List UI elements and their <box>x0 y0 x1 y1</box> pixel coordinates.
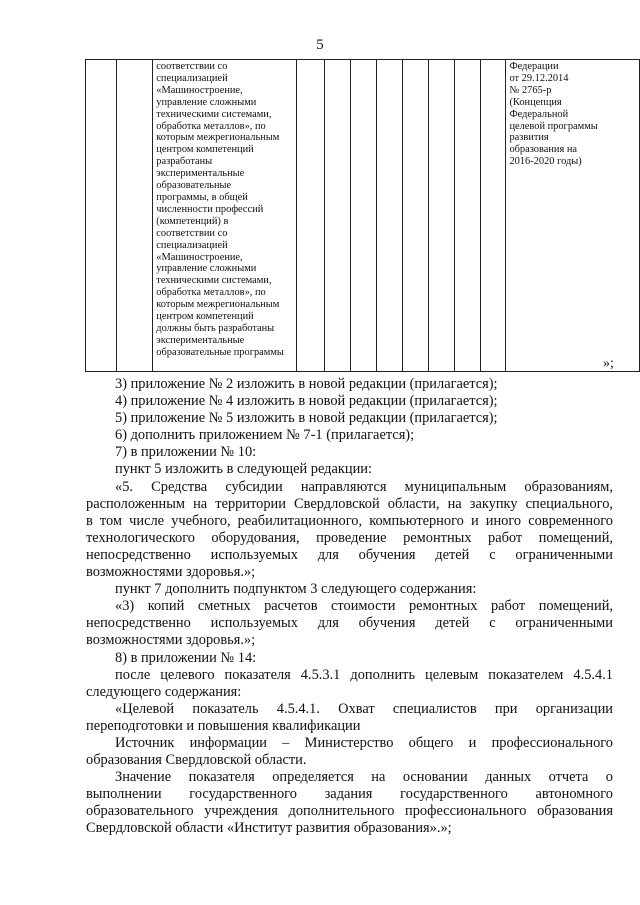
paragraph-line: непосредственно используемых для обучения детей с ограниченными <box>86 615 613 632</box>
table-cell-value <box>324 60 350 372</box>
paragraph-line: «5. Средства субсидии направляются муниципальным образованиям, <box>115 478 613 495</box>
cell-line: центром компетенций <box>156 144 254 156</box>
paragraph-line: следующего содержания: <box>86 683 242 700</box>
paragraph-line: Источник информации – Министерство общего и профессионального <box>115 734 613 751</box>
cell-line: (компетенций) в <box>156 215 229 227</box>
table-cell-value <box>402 60 428 372</box>
cell-line: образовательные <box>156 180 232 192</box>
cell-line: экспериментальные <box>156 168 245 180</box>
paragraph-point-5-intro: пункт 5 изложить в следующей редакции: <box>115 461 372 478</box>
paragraph-line: Свердловской области «Институт развития образования».»; <box>86 820 452 837</box>
indicator-source <box>506 60 639 168</box>
paragraph-line: после целевого показателя 4.5.3.1 дополнить целевым показателем 4.5.4.1 <box>115 666 613 683</box>
table-cell-value <box>296 60 324 372</box>
cell-line: Федеральной <box>509 108 569 120</box>
cell-line: техническими системами, <box>156 108 272 120</box>
paragraph-line: «3) копий сметных расчетов стоимости ремонтных работ помещений, <box>115 598 613 615</box>
cell-line: управление сложными <box>156 96 257 108</box>
cell-line: Федерации <box>509 61 559 72</box>
cell-line: (Концепция <box>509 96 562 108</box>
paragraph-line: расположенным на территории Свердловской области, на закупку специального, <box>86 495 613 512</box>
paragraph-item-6: 6) дополнить приложением № 7-1 (прилагается); <box>115 427 415 444</box>
cell-line: соответствии со <box>156 61 228 72</box>
paragraph-item-7: 7) в приложении № 10: <box>115 444 257 461</box>
table-cell-value <box>480 60 506 372</box>
indicators-table <box>85 59 640 372</box>
table-cell-value <box>428 60 454 372</box>
paragraph-line: возможностями здоровья.»; <box>86 632 256 649</box>
paragraph-indicator-title <box>86 701 613 735</box>
cell-line: управление сложными <box>156 263 257 275</box>
paragraph-indicator-value <box>86 769 613 837</box>
table-cell-code <box>116 60 153 372</box>
cell-line: обработка металлов», по <box>156 120 266 132</box>
paragraph-info-source <box>86 735 613 769</box>
paragraph-line: образовательного учреждения дополнительного профессионального образования <box>86 803 613 820</box>
cell-line: программы, в общей <box>156 191 248 203</box>
cell-line: обработка металлов», по <box>156 287 266 299</box>
cell-line: которым межрегиональным <box>156 132 280 144</box>
cell-line: развития <box>509 132 549 144</box>
cell-line: численности профессий <box>156 203 264 215</box>
paragraph-line: технологического оборудования, проведение ремонтных работ помещений, <box>86 529 613 546</box>
table-cell-description <box>153 60 297 372</box>
page-number: 5 <box>316 37 324 53</box>
paragraph-item-4: 4) приложение № 4 изложить в новой редакции (прилагается); <box>115 393 498 410</box>
table-cell-number <box>86 60 117 372</box>
paragraph-point-7-intro: пункт 7 дополнить подпунктом 3 следующего содержания: <box>115 581 477 598</box>
cell-line: техническими системами, <box>156 275 272 287</box>
cell-line: «Машиностроение, <box>156 84 243 96</box>
cell-line: разработаны <box>156 156 213 168</box>
paragraph-indicator-intro <box>86 667 613 701</box>
table-row <box>86 60 640 372</box>
cell-line: от 29.12.2014 <box>509 72 569 84</box>
paragraph-line: возможностями здоровья.»; <box>86 564 256 581</box>
paragraph-line: непосредственно используемых для обучения детей с ограниченными <box>86 546 613 563</box>
cell-line: специализацией <box>156 72 228 84</box>
cell-line: целевой программы <box>509 120 598 132</box>
paragraph-item-5: 5) приложение № 5 изложить в новой редакции (прилагается); <box>115 410 498 427</box>
paragraph-line: Значение показателя определяется на основании данных отчета о <box>115 769 613 786</box>
paragraph-point-5-text <box>86 479 613 582</box>
indicator-description <box>153 60 296 359</box>
paragraph-item-8: 8) в приложении № 14: <box>115 649 257 666</box>
paragraph-line: «Целевой показатель 4.5.4.1. Охват специалистов при организации <box>115 700 613 717</box>
cell-line: образования на <box>509 144 578 156</box>
cell-line: экспериментальные <box>156 334 245 346</box>
paragraph-subpoint-3-text <box>86 598 613 649</box>
cell-line: должны быть разработаны <box>156 322 275 334</box>
cell-line: образовательные программы <box>156 346 284 358</box>
cell-line: специализацией <box>156 239 228 251</box>
cell-line: «Машиностроение, <box>156 251 243 263</box>
table-closing-quote: »; <box>603 356 614 371</box>
cell-line: центром компетенций <box>156 311 254 323</box>
cell-line: 2016-2020 годы) <box>509 156 582 168</box>
cell-line: которым межрегиональным <box>156 299 280 311</box>
document-body <box>86 376 613 838</box>
paragraph-item-3: 3) приложение № 2 изложить в новой редакции (прилагается); <box>115 376 498 392</box>
paragraph-line: образования Свердловской области. <box>86 752 307 769</box>
cell-line: № 2765-р <box>509 84 552 96</box>
paragraph-line: переподготовки и повышения квалификации <box>86 717 361 734</box>
cell-line: соответствии со <box>156 227 228 239</box>
table-cell-value <box>350 60 376 372</box>
table-cell-source <box>506 60 640 372</box>
paragraph-line: в том числе учебного, реабилитационного, компьютерного и иного современного <box>86 512 613 529</box>
table-cell-value <box>454 60 480 372</box>
paragraph-line: выполнении государственного задания государственного автономного <box>86 786 613 803</box>
table-cell-value <box>376 60 402 372</box>
